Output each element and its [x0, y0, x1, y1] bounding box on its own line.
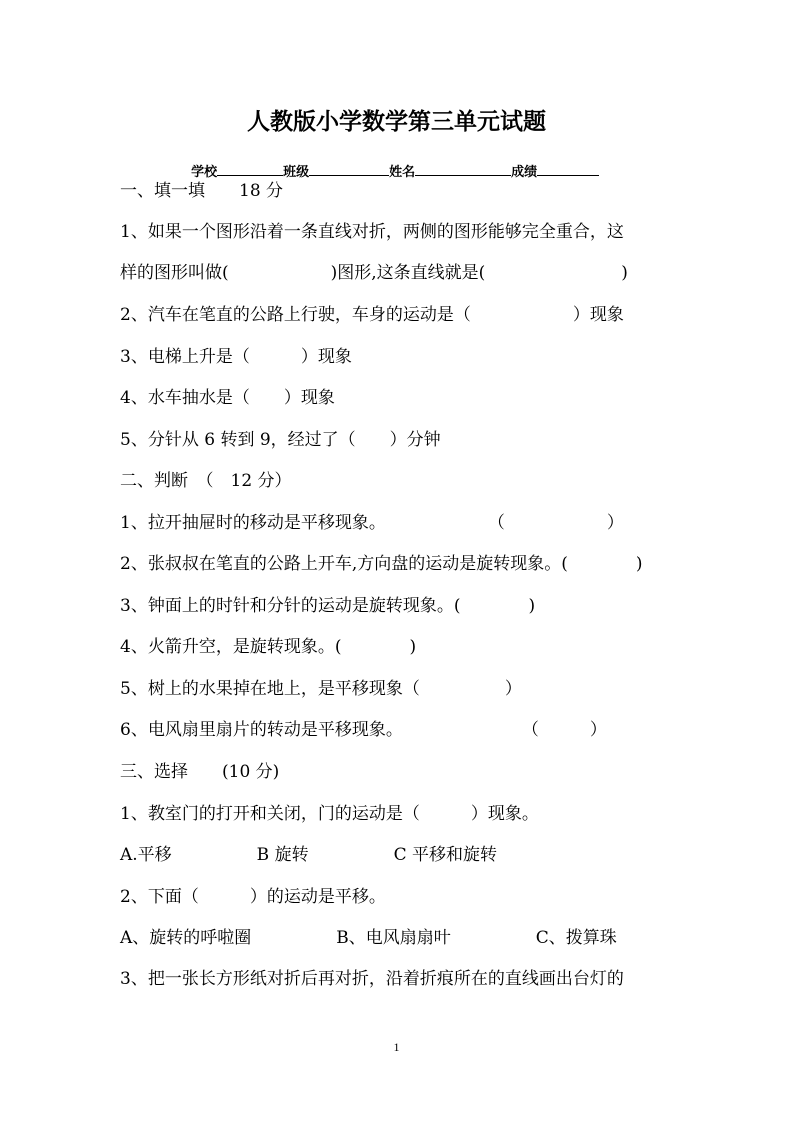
question-line: 5、分针从 6 转到 9，经过了（ ）分钟 [120, 430, 441, 450]
question-line: 3、电梯上升是（ ）现象 [120, 347, 352, 367]
page-title: 人教版小学数学第三单元试题 [247, 109, 546, 135]
question-line: 1、教室门的打开和关闭，门的运动是（ ）现象。 [120, 804, 539, 824]
question-line: 5、树上的水果掉在地上，是平移现象（ ） [120, 679, 522, 699]
score-label: 成绩 [511, 165, 538, 180]
answer-options-line: A、旋转的呼啦圈 B、电风扇扇叶 C、拨算珠 [120, 928, 617, 948]
question-line: 4、火箭升空，是旋转现象。( ) [120, 637, 417, 657]
page-number: 1 [393, 1040, 400, 1054]
school-blank [217, 163, 283, 176]
question-line: 4、水车抽水是（ ）现象 [120, 388, 335, 408]
school-label: 学校 [191, 165, 218, 180]
name-blank [415, 163, 511, 176]
class-blank [309, 163, 389, 176]
question-line: 1、拉开抽屉时的移动是平移现象。 （ ） [120, 513, 624, 533]
question-line: 样的图形叫做( )图形,这条直线就是( ) [120, 263, 628, 283]
student-info-row [182, 146, 599, 180]
class-label: 班级 [283, 165, 310, 180]
answer-options-line: A.平移 B 旋转 C 平移和旋转 [120, 845, 497, 865]
question-line: 1、如果一个图形沿着一条直线对折，两侧的图形能够完全重合，这 [120, 222, 624, 242]
section-heading-judge: 二、判断 （ 12 分） [120, 471, 292, 491]
question-line: 3、钟面上的时针和分针的运动是旋转现象。( ) [120, 596, 536, 616]
question-line: 2、汽车在笔直的公路上行驶，车身的运动是（ ）现象 [120, 305, 624, 325]
name-label: 姓名 [389, 165, 416, 180]
question-line: 6、电风扇里扇片的转动是平移现象。 （ ） [120, 720, 607, 740]
question-line: 2、下面（ ）的运动是平移。 [120, 887, 386, 907]
score-blank [537, 163, 599, 176]
question-line: 3、把一张长方形纸对折后再对折，沿着折痕所在的直线画出台灯的 [120, 969, 624, 989]
section-heading-choice: 三、选择 (10 分) [120, 762, 280, 782]
section-heading-fill-in: 一、填一填 18 分 [120, 181, 284, 201]
question-line: 2、张叔叔在笔直的公路上开车,方向盘的运动是旋转现象。( ) [120, 554, 643, 574]
